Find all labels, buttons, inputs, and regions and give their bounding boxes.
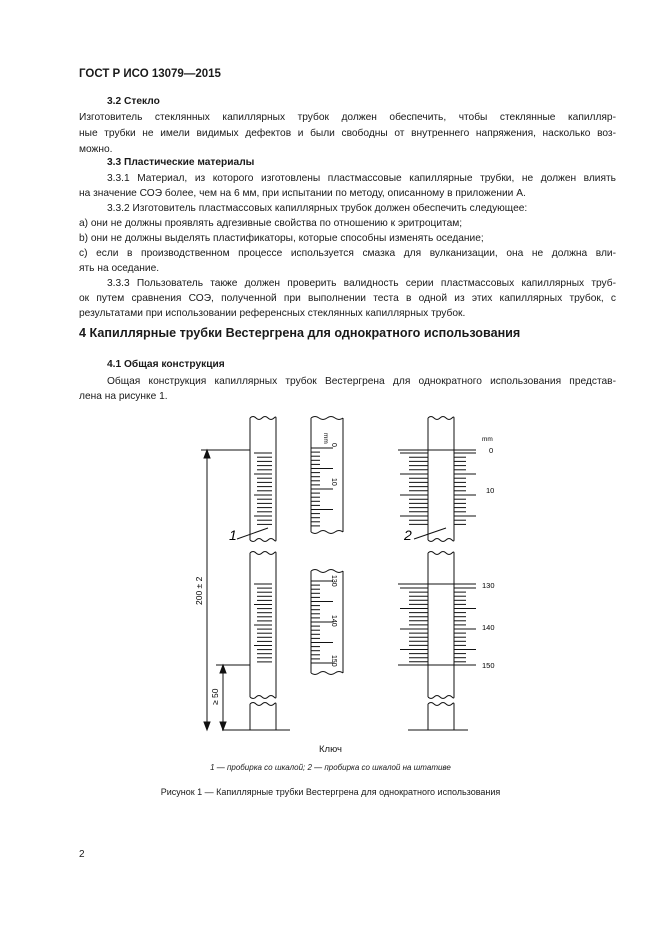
dimension-50-label: ≥ 50 xyxy=(210,688,220,705)
leader-1 xyxy=(237,528,268,539)
section-4-heading: 4 Капиллярные трубки Вестергрена для однократного использования xyxy=(79,326,521,340)
stand-label-10: 10 xyxy=(486,486,495,495)
figure-key-label: Ключ xyxy=(319,744,342,755)
clause-3-3-1-line-1: 3.3.1 Материал, из которого изготовлены пластмассовые капиллярные трубки, не должен влиять xyxy=(107,173,616,184)
stand-label-130: 130 xyxy=(482,581,495,590)
leader-2 xyxy=(414,528,446,539)
strip-unit-label: mm xyxy=(322,433,329,444)
tube-2-lower xyxy=(428,552,454,699)
strip-label-0: 0 xyxy=(330,443,337,447)
stand-label-150: 150 xyxy=(482,661,495,670)
tube-1-upper xyxy=(250,417,276,542)
strip-label-150: 150 xyxy=(330,655,337,667)
figure-caption: Рисунок 1 — Капиллярные трубки Вестергрена для однократного использования xyxy=(160,787,501,797)
page-number: 2 xyxy=(79,849,85,860)
section-3-2-heading: 3.2 Стекло xyxy=(107,96,160,107)
strip-label-10: 10 xyxy=(330,478,337,486)
stand-label-0: 0 xyxy=(489,446,494,455)
stand-label-140: 140 xyxy=(482,623,495,632)
figure-key-text: 1 — пробирка со шкалой; 2 — пробирка со шкалой на штативе xyxy=(210,763,451,772)
dimension-200-label: 200 ± 2 xyxy=(194,576,204,605)
clause-3-3-3-line-3: результатами при использовании референсных стеклянных капиллярных трубок. xyxy=(79,308,466,319)
section-3-2-line-1: Изготовитель стеклянных капиллярных трубок должен обеспечить, чтобы стеклянные капилляр- xyxy=(79,112,616,123)
clause-3-3-2-item-a: a) они не должны проявлять адгезивные свойства по отношению к эритроцитам; xyxy=(79,218,463,229)
section-3-3-heading: 3.3 Пластические материалы xyxy=(107,157,255,168)
section-4-1-heading: 4.1 Общая конструкция xyxy=(107,359,225,370)
callout-2: 2 xyxy=(404,527,412,543)
clause-3-3-3-line-2: ок путем сравнения СОЭ, полученной при выполнении теста в одной из этих капиллярных трубок, с xyxy=(79,293,616,304)
clause-3-3-1-line-2: на значение СОЭ более, чем на 6 мм, при испытании по методу, описанному в приложении А. xyxy=(79,188,526,199)
section-4-1-line-1: Общая конструкция капиллярных трубок Вестергрена для однократного использования представ- xyxy=(107,376,616,387)
dimension-50 xyxy=(216,665,250,730)
tube-2-bottom xyxy=(428,703,454,731)
dimension-200 xyxy=(201,450,250,730)
clause-3-3-2-item-c-line-2: ять на оседание. xyxy=(79,263,160,274)
clause-3-3-2-item-c-line-1: c) если в производственном процессе используется смазка для вулканизации, она не должна вли- xyxy=(79,248,616,259)
section-4-1-line-2: лена на рисунке 1. xyxy=(79,391,168,402)
strip-label-130: 130 xyxy=(330,575,337,587)
tube-1-bottom xyxy=(250,703,276,731)
document-header: ГОСТ Р ИСО 13079—2015 xyxy=(79,68,221,80)
clause-3-3-3-line-1: 3.3.3 Пользователь также должен проверить валидность серии пластмассовых капиллярных труб- xyxy=(107,278,616,289)
strip-label-140: 140 xyxy=(330,615,337,627)
section-3-2-line-2: ные трубки не имели видимых дефектов и были свободны от внутреннего напряжения, насколько воз- xyxy=(79,128,616,139)
stand-unit-label: mm xyxy=(482,436,493,443)
callout-1: 1 xyxy=(229,527,237,543)
clause-3-3-2-line-1: 3.3.2 Изготовитель пластмассовых капиллярных трубок должен обеспечить следующее: xyxy=(107,203,528,214)
section-3-2-line-3: можно. xyxy=(79,144,113,155)
tube-2-upper xyxy=(428,417,454,542)
clause-3-3-2-item-b: b) они не должны выделять пластификаторы, которые способны изменять оседание; xyxy=(79,233,484,244)
